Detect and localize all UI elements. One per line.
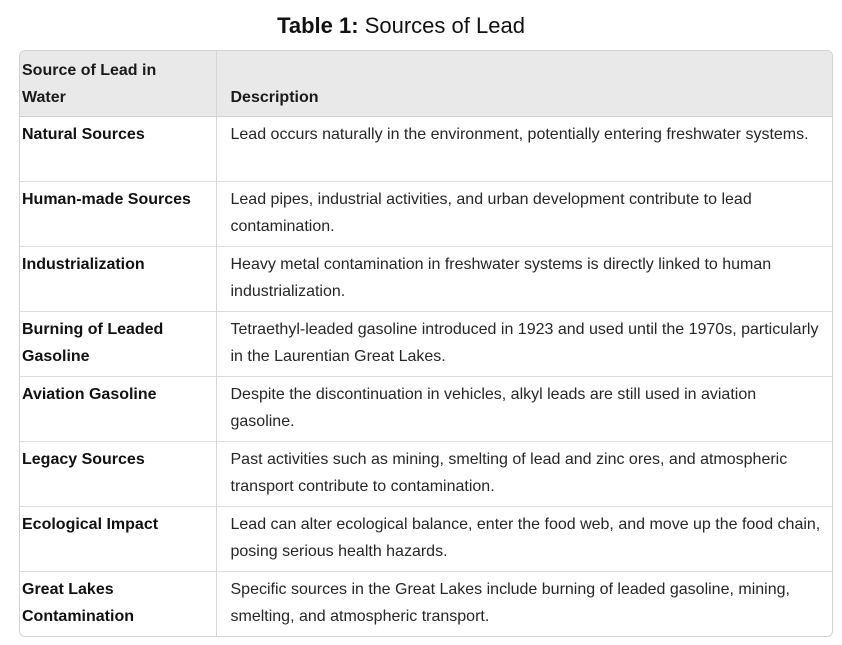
source-cell: Ecological Impact xyxy=(20,506,216,571)
description-cell: Heavy metal contamination in freshwater systems is directly linked to human industrialization. xyxy=(216,246,833,311)
table-row xyxy=(20,116,833,181)
description-cell: Past activities such as mining, smelting of lead and zinc ores, and atmospheric transport contribute to contamination. xyxy=(216,441,833,506)
source-cell: Industrialization xyxy=(20,246,216,311)
description-cell: Lead pipes, industrial activities, and urban development contribute to lead contamination. xyxy=(216,181,833,246)
table-row xyxy=(20,311,833,376)
description-cell: Specific sources in the Great Lakes include burning of leaded gasoline, mining, smelting, and atmospheric transport. xyxy=(216,571,833,636)
table-caption xyxy=(0,12,802,40)
lead-sources-table xyxy=(19,50,833,637)
table-row xyxy=(20,376,833,441)
column-header-description: Description xyxy=(216,51,833,116)
source-cell: Great Lakes Contamination xyxy=(20,571,216,636)
description-cell: Lead can alter ecological balance, enter the food web, and move up the food chain, posing serious health hazards. xyxy=(216,506,833,571)
data-table xyxy=(20,51,833,636)
table-row xyxy=(20,571,833,636)
description-cell: Tetraethyl-leaded gasoline introduced in 1923 and used until the 1970s, particularly in the Laurentian Great Lakes. xyxy=(216,311,833,376)
table-row xyxy=(20,181,833,246)
description-cell: Despite the discontinuation in vehicles, alkyl leads are still used in aviation gasoline. xyxy=(216,376,833,441)
header-row xyxy=(20,51,833,116)
description-cell: Lead occurs naturally in the environment, potentially entering freshwater systems. xyxy=(216,116,833,181)
table-row xyxy=(20,246,833,311)
source-cell: Legacy Sources xyxy=(20,441,216,506)
table-row xyxy=(20,441,833,506)
caption-text: Sources of Lead xyxy=(364,13,525,38)
source-cell: Burning of Leaded Gasoline xyxy=(20,311,216,376)
table-row xyxy=(20,506,833,571)
caption-label: Table 1: xyxy=(277,13,359,38)
source-cell: Aviation Gasoline xyxy=(20,376,216,441)
source-cell: Human-made Sources xyxy=(20,181,216,246)
column-header-source: Source of Lead in Water xyxy=(20,51,216,116)
source-cell: Natural Sources xyxy=(22,125,145,143)
